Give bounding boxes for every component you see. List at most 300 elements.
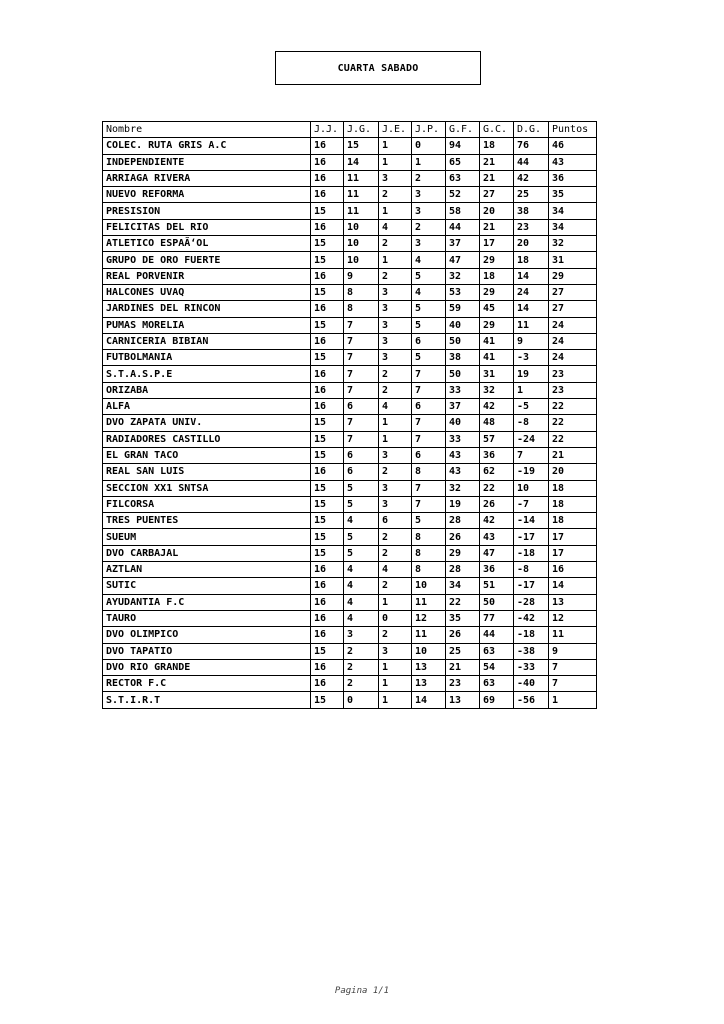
stat-cell: 5: [344, 496, 379, 512]
team-name-cell: PRESISION: [103, 203, 311, 219]
stat-cell: 4: [379, 219, 412, 235]
stat-cell: 1: [379, 594, 412, 610]
stat-cell: 4: [344, 578, 379, 594]
stat-cell: -7: [514, 496, 549, 512]
stat-cell: 3: [379, 496, 412, 512]
stat-cell: 16: [311, 578, 344, 594]
stat-cell: 3: [379, 447, 412, 463]
team-name-cell: FILCORSA: [103, 496, 311, 512]
stat-cell: 24: [549, 317, 597, 333]
stat-cell: 22: [480, 480, 514, 496]
stat-cell: 2: [412, 170, 446, 186]
stat-cell: 4: [379, 562, 412, 578]
stat-cell: 21: [446, 659, 480, 675]
stat-cell: 16: [311, 610, 344, 626]
stat-cell: 5: [412, 301, 446, 317]
stat-cell: 32: [480, 382, 514, 398]
stat-cell: 3: [379, 350, 412, 366]
stat-cell: 2: [379, 464, 412, 480]
table-row: [103, 447, 597, 463]
stat-cell: 17: [480, 236, 514, 252]
stat-cell: 3: [379, 301, 412, 317]
stat-cell: 15: [311, 496, 344, 512]
stat-cell: 3: [379, 317, 412, 333]
stat-cell: 15: [311, 480, 344, 496]
stat-cell: 16: [311, 659, 344, 675]
stat-cell: 53: [446, 284, 480, 300]
stat-cell: -5: [514, 399, 549, 415]
stat-cell: 16: [311, 170, 344, 186]
stat-cell: -33: [514, 659, 549, 675]
stat-cell: 4: [344, 513, 379, 529]
stat-cell: 13: [412, 659, 446, 675]
stat-cell: 31: [549, 252, 597, 268]
stat-cell: 41: [480, 333, 514, 349]
stat-cell: 2: [379, 382, 412, 398]
stat-cell: 16: [311, 138, 344, 154]
table-row: [103, 154, 597, 170]
stat-cell: 20: [480, 203, 514, 219]
stat-cell: 22: [549, 431, 597, 447]
stat-cell: 2: [379, 268, 412, 284]
stat-cell: 9: [514, 333, 549, 349]
team-name-cell: CARNICERIA BIBIAN: [103, 333, 311, 349]
stat-cell: 1: [379, 659, 412, 675]
stat-cell: 18: [549, 496, 597, 512]
stat-cell: 37: [446, 399, 480, 415]
stat-cell: 1: [379, 154, 412, 170]
page-title: CUARTA SABADO: [275, 51, 481, 85]
stat-cell: 63: [480, 676, 514, 692]
stat-cell: 8: [412, 464, 446, 480]
stat-cell: 15: [311, 317, 344, 333]
stat-cell: -18: [514, 627, 549, 643]
stat-cell: 1: [379, 138, 412, 154]
table-row: [103, 464, 597, 480]
stat-cell: 2: [412, 219, 446, 235]
stat-cell: 16: [311, 464, 344, 480]
stat-cell: 11: [412, 627, 446, 643]
stat-cell: 25: [446, 643, 480, 659]
stat-cell: 21: [480, 219, 514, 235]
stat-cell: 1: [549, 692, 597, 708]
stat-cell: 16: [311, 154, 344, 170]
stat-cell: 2: [344, 676, 379, 692]
team-name-cell: SUTIC: [103, 578, 311, 594]
stat-cell: 29: [480, 317, 514, 333]
table-row: [103, 578, 597, 594]
stat-cell: 37: [446, 236, 480, 252]
stat-cell: 77: [480, 610, 514, 626]
table-row: [103, 594, 597, 610]
stat-cell: 12: [549, 610, 597, 626]
stat-cell: 8: [344, 301, 379, 317]
stat-cell: 44: [514, 154, 549, 170]
stat-cell: 6: [344, 464, 379, 480]
stat-cell: 32: [446, 268, 480, 284]
team-name-cell: DVO RIO GRANDE: [103, 659, 311, 675]
column-header: J.E.: [379, 122, 412, 138]
table-row: [103, 545, 597, 561]
stat-cell: 7: [344, 366, 379, 382]
stat-cell: 7: [412, 382, 446, 398]
stat-cell: 21: [480, 154, 514, 170]
stat-cell: 63: [446, 170, 480, 186]
stat-cell: 11: [412, 594, 446, 610]
stat-cell: 8: [344, 284, 379, 300]
stat-cell: 25: [514, 187, 549, 203]
table-row: [103, 382, 597, 398]
team-name-cell: FELICITAS DEL RIO: [103, 219, 311, 235]
stat-cell: 24: [514, 284, 549, 300]
stat-cell: 20: [549, 464, 597, 480]
stat-cell: 58: [446, 203, 480, 219]
table-row: [103, 399, 597, 415]
team-name-cell: ORIZABA: [103, 382, 311, 398]
stat-cell: 0: [379, 610, 412, 626]
stat-cell: 15: [311, 545, 344, 561]
stat-cell: 29: [480, 252, 514, 268]
stat-cell: 35: [549, 187, 597, 203]
stat-cell: 20: [514, 236, 549, 252]
team-name-cell: NUEVO REFORMA: [103, 187, 311, 203]
stat-cell: 17: [549, 529, 597, 545]
stat-cell: 13: [412, 676, 446, 692]
stat-cell: 7: [344, 382, 379, 398]
table-row: [103, 513, 597, 529]
table-row: [103, 415, 597, 431]
stat-cell: 46: [549, 138, 597, 154]
team-name-cell: EL GRAN TACO: [103, 447, 311, 463]
stat-cell: 7: [412, 366, 446, 382]
stat-cell: 2: [344, 659, 379, 675]
column-header: J.G.: [344, 122, 379, 138]
stat-cell: -18: [514, 545, 549, 561]
stat-cell: -56: [514, 692, 549, 708]
table-row: [103, 692, 597, 708]
stat-cell: 0: [412, 138, 446, 154]
table-row: [103, 170, 597, 186]
stat-cell: 76: [514, 138, 549, 154]
stat-cell: 34: [446, 578, 480, 594]
stat-cell: 38: [514, 203, 549, 219]
stat-cell: 5: [344, 545, 379, 561]
stat-cell: 24: [549, 333, 597, 349]
table-row: [103, 187, 597, 203]
stat-cell: 15: [311, 236, 344, 252]
stat-cell: 5: [412, 350, 446, 366]
stat-cell: 35: [446, 610, 480, 626]
stat-cell: -17: [514, 578, 549, 594]
stat-cell: 16: [311, 562, 344, 578]
table-row: [103, 643, 597, 659]
stat-cell: -42: [514, 610, 549, 626]
stat-cell: 16: [311, 382, 344, 398]
stat-cell: 7: [412, 431, 446, 447]
stat-cell: -8: [514, 415, 549, 431]
stat-cell: 5: [344, 529, 379, 545]
stat-cell: 34: [549, 219, 597, 235]
stat-cell: 4: [379, 399, 412, 415]
table-row: [103, 317, 597, 333]
team-name-cell: S.T.A.S.P.E: [103, 366, 311, 382]
team-name-cell: ARRIAGA RIVERA: [103, 170, 311, 186]
stat-cell: 16: [311, 676, 344, 692]
stat-cell: 16: [311, 366, 344, 382]
stat-cell: 16: [311, 399, 344, 415]
team-name-cell: TAURO: [103, 610, 311, 626]
table-row: [103, 366, 597, 382]
stat-cell: -24: [514, 431, 549, 447]
table-row: [103, 284, 597, 300]
stat-cell: -14: [514, 513, 549, 529]
stat-cell: 28: [446, 513, 480, 529]
stat-cell: 33: [446, 382, 480, 398]
stat-cell: 38: [446, 350, 480, 366]
table-row: [103, 252, 597, 268]
stat-cell: 1: [379, 676, 412, 692]
stat-cell: 16: [311, 594, 344, 610]
stat-cell: 14: [514, 268, 549, 284]
team-name-cell: RADIADORES CASTILLO: [103, 431, 311, 447]
stat-cell: 3: [412, 203, 446, 219]
stat-cell: 31: [480, 366, 514, 382]
team-name-cell: ALFA: [103, 399, 311, 415]
stat-cell: 2: [379, 627, 412, 643]
stat-cell: 3: [379, 643, 412, 659]
stat-cell: 50: [446, 333, 480, 349]
stat-cell: 69: [480, 692, 514, 708]
stat-cell: 2: [379, 545, 412, 561]
stat-cell: 44: [480, 627, 514, 643]
team-name-cell: TRES PUENTES: [103, 513, 311, 529]
stat-cell: 6: [412, 399, 446, 415]
stat-cell: 28: [446, 562, 480, 578]
stat-cell: 13: [549, 594, 597, 610]
stat-cell: 18: [549, 513, 597, 529]
stat-cell: 14: [412, 692, 446, 708]
stat-cell: 10: [344, 219, 379, 235]
stat-cell: 22: [446, 594, 480, 610]
stat-cell: 10: [344, 252, 379, 268]
stat-cell: 15: [311, 203, 344, 219]
team-name-cell: REAL SAN LUIS: [103, 464, 311, 480]
stat-cell: 45: [480, 301, 514, 317]
stat-cell: 5: [344, 480, 379, 496]
stat-cell: 9: [344, 268, 379, 284]
stat-cell: 7: [344, 350, 379, 366]
stat-cell: 43: [480, 529, 514, 545]
stat-cell: 15: [344, 138, 379, 154]
stat-cell: 7: [514, 447, 549, 463]
stat-cell: 16: [549, 562, 597, 578]
stat-cell: 1: [379, 415, 412, 431]
stat-cell: 15: [311, 513, 344, 529]
stat-cell: 17: [549, 545, 597, 561]
stat-cell: 63: [480, 643, 514, 659]
stat-cell: 5: [412, 513, 446, 529]
stat-cell: 42: [480, 399, 514, 415]
table-row: [103, 659, 597, 675]
stat-cell: 4: [412, 284, 446, 300]
stat-cell: 27: [549, 301, 597, 317]
team-name-cell: DVO CARBAJAL: [103, 545, 311, 561]
stat-cell: -3: [514, 350, 549, 366]
stat-cell: 0: [344, 692, 379, 708]
stat-cell: 54: [480, 659, 514, 675]
stat-cell: 26: [446, 529, 480, 545]
stat-cell: 16: [311, 627, 344, 643]
stat-cell: 32: [446, 480, 480, 496]
stat-cell: 16: [311, 333, 344, 349]
stat-cell: -19: [514, 464, 549, 480]
team-name-cell: DVO ZAPATA UNIV.: [103, 415, 311, 431]
stat-cell: 15: [311, 692, 344, 708]
stat-cell: 15: [311, 350, 344, 366]
stat-cell: 7: [549, 676, 597, 692]
table-row: [103, 529, 597, 545]
stat-cell: 10: [344, 236, 379, 252]
stat-cell: 5: [412, 317, 446, 333]
stat-cell: 9: [549, 643, 597, 659]
stat-cell: 52: [446, 187, 480, 203]
stat-cell: 15: [311, 415, 344, 431]
column-header: Puntos: [549, 122, 597, 138]
team-name-cell: S.T.I.R.T: [103, 692, 311, 708]
stat-cell: 26: [446, 627, 480, 643]
team-name-cell: JARDINES DEL RINCON: [103, 301, 311, 317]
team-name-cell: PUMAS MORELIA: [103, 317, 311, 333]
stat-cell: 16: [311, 219, 344, 235]
team-name-cell: AYUDANTIA F.C: [103, 594, 311, 610]
stat-cell: 29: [446, 545, 480, 561]
column-header: D.G.: [514, 122, 549, 138]
stat-cell: 57: [480, 431, 514, 447]
stat-cell: 15: [311, 252, 344, 268]
stat-cell: 23: [446, 676, 480, 692]
stat-cell: 4: [344, 562, 379, 578]
stat-cell: 22: [549, 415, 597, 431]
stat-cell: 18: [514, 252, 549, 268]
stat-cell: 14: [549, 578, 597, 594]
stat-cell: 27: [549, 284, 597, 300]
stat-cell: 8: [412, 562, 446, 578]
stat-cell: 6: [344, 447, 379, 463]
column-header: Nombre: [103, 122, 311, 138]
table-row: [103, 676, 597, 692]
team-name-cell: SECCION XX1 SNTSA: [103, 480, 311, 496]
stat-cell: 3: [379, 284, 412, 300]
team-name-cell: DVO OLIMPICO: [103, 627, 311, 643]
stat-cell: 6: [412, 333, 446, 349]
table-row: [103, 350, 597, 366]
table-row: [103, 138, 597, 154]
stat-cell: 2: [344, 643, 379, 659]
stat-cell: 21: [549, 447, 597, 463]
stat-cell: -38: [514, 643, 549, 659]
table-row: [103, 496, 597, 512]
stat-cell: 16: [311, 301, 344, 317]
team-name-cell: COLEC. RUTA GRIS A.C: [103, 138, 311, 154]
stat-cell: 14: [514, 301, 549, 317]
stat-cell: 1: [514, 382, 549, 398]
stat-cell: 94: [446, 138, 480, 154]
stat-cell: 40: [446, 415, 480, 431]
team-name-cell: AZTLAN: [103, 562, 311, 578]
stat-cell: 7: [412, 496, 446, 512]
stat-cell: 41: [480, 350, 514, 366]
stat-cell: 16: [311, 268, 344, 284]
stat-cell: 1: [412, 154, 446, 170]
stat-cell: 40: [446, 317, 480, 333]
stat-cell: 7: [344, 431, 379, 447]
stat-cell: 3: [379, 170, 412, 186]
stat-cell: -28: [514, 594, 549, 610]
table-row: [103, 431, 597, 447]
stat-cell: 24: [549, 350, 597, 366]
page-footer: Pagina 1/1: [334, 986, 390, 996]
team-name-cell: SUEUM: [103, 529, 311, 545]
stat-cell: 29: [549, 268, 597, 284]
stat-cell: 23: [514, 219, 549, 235]
standings-table: [102, 121, 597, 709]
stat-cell: 15: [311, 284, 344, 300]
stat-cell: 18: [480, 138, 514, 154]
stat-cell: 2: [379, 366, 412, 382]
stat-cell: 19: [514, 366, 549, 382]
team-name-cell: RECTOR F.C: [103, 676, 311, 692]
table-row: [103, 333, 597, 349]
team-name-cell: ATLETICO ESPAÃ‘OL: [103, 236, 311, 252]
column-header: G.F.: [446, 122, 480, 138]
stat-cell: 48: [480, 415, 514, 431]
stat-cell: 50: [480, 594, 514, 610]
stat-cell: 27: [480, 187, 514, 203]
stat-cell: 23: [549, 366, 597, 382]
stat-cell: 29: [480, 284, 514, 300]
stat-cell: -17: [514, 529, 549, 545]
stat-cell: 3: [412, 236, 446, 252]
stat-cell: 32: [549, 236, 597, 252]
stat-cell: 50: [446, 366, 480, 382]
team-name-cell: HALCONES UVAQ: [103, 284, 311, 300]
stat-cell: 7: [412, 415, 446, 431]
stat-cell: 42: [514, 170, 549, 186]
stat-cell: 51: [480, 578, 514, 594]
stat-cell: 11: [514, 317, 549, 333]
stat-cell: 7: [344, 317, 379, 333]
stat-cell: 19: [446, 496, 480, 512]
column-header: G.C.: [480, 122, 514, 138]
stat-cell: 43: [549, 154, 597, 170]
stat-cell: 33: [446, 431, 480, 447]
team-name-cell: GRUPO DE ORO FUERTE: [103, 252, 311, 268]
stat-cell: 1: [379, 431, 412, 447]
stat-cell: 3: [379, 480, 412, 496]
stat-cell: 44: [446, 219, 480, 235]
stat-cell: 2: [379, 529, 412, 545]
stat-cell: 36: [480, 562, 514, 578]
stat-cell: 7: [549, 659, 597, 675]
stat-cell: 11: [344, 187, 379, 203]
stat-cell: 13: [446, 692, 480, 708]
stat-cell: 1: [379, 692, 412, 708]
stat-cell: 65: [446, 154, 480, 170]
stat-cell: 1: [379, 203, 412, 219]
stat-cell: -8: [514, 562, 549, 578]
stat-cell: 7: [344, 333, 379, 349]
stat-cell: 42: [480, 513, 514, 529]
